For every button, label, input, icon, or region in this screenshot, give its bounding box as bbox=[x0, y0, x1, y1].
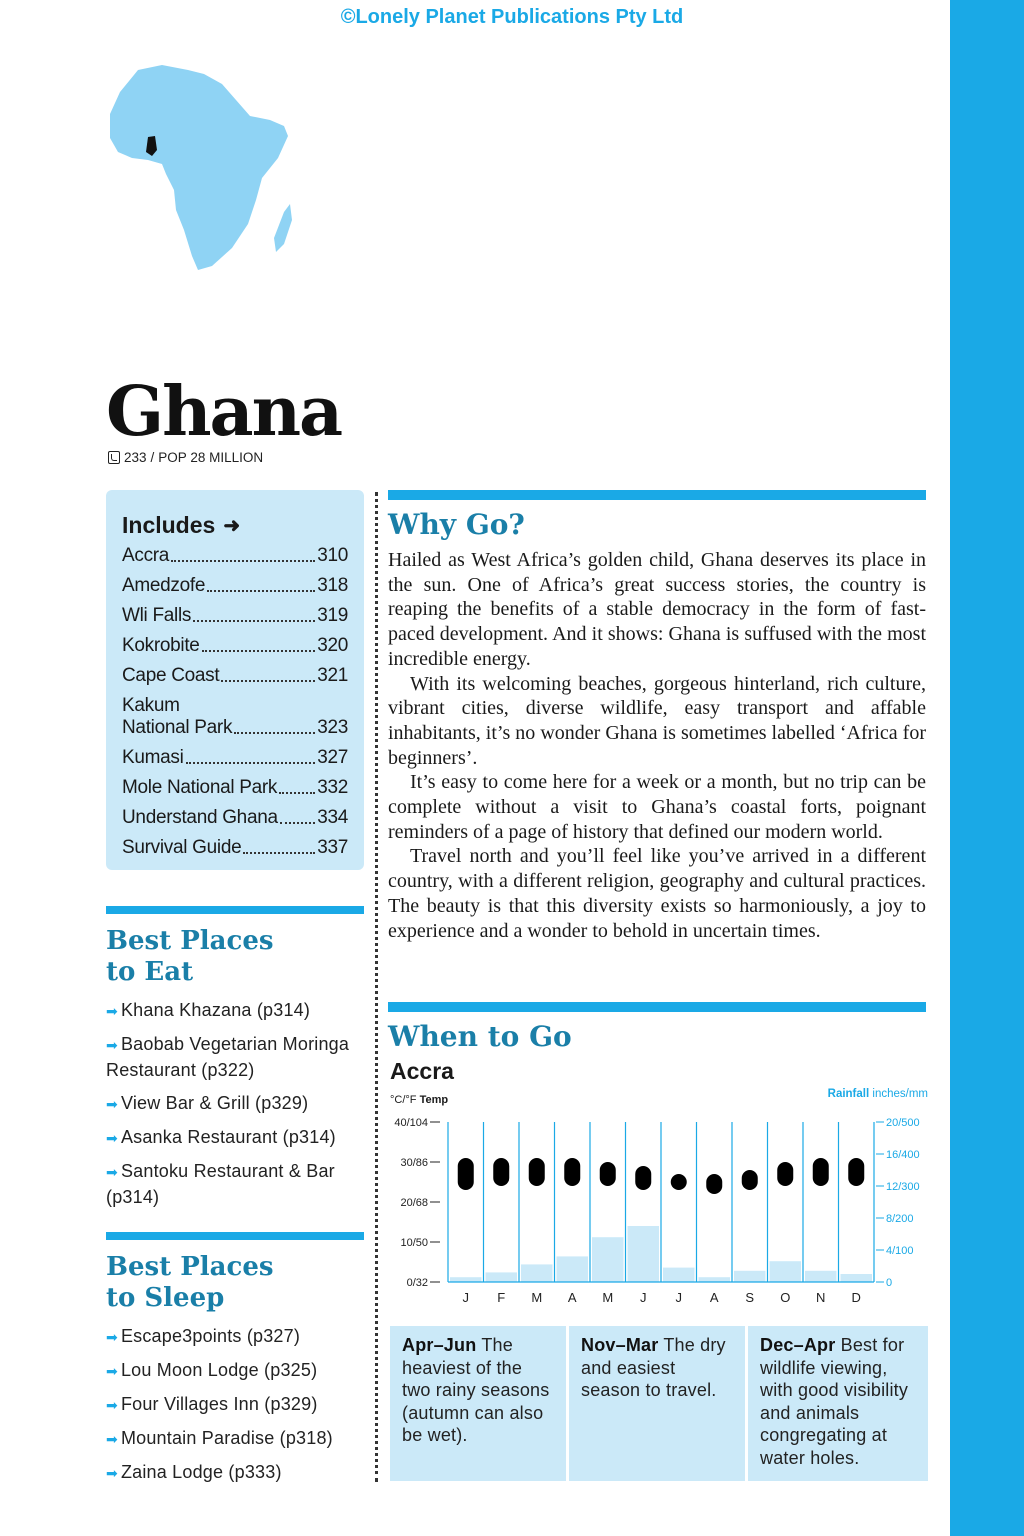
phone-code: 233 bbox=[124, 450, 147, 465]
includes-item[interactable] bbox=[122, 695, 348, 739]
best-eat-item-label: Asanka Restaurant (p314) bbox=[120, 1127, 336, 1147]
includes-item[interactable] bbox=[122, 837, 348, 859]
arrow-right-icon: ➡ bbox=[106, 1397, 118, 1413]
best-sleep-item-label: Escape3points (p327) bbox=[120, 1326, 301, 1346]
arrow-right-icon: ➡ bbox=[106, 1329, 118, 1345]
arrow-right-icon: ➜ bbox=[223, 515, 241, 537]
month-label: S bbox=[745, 1290, 755, 1305]
africa-map-icon bbox=[100, 60, 310, 280]
best-eat-item[interactable] bbox=[106, 1032, 364, 1083]
right-tick-label: 20/500 bbox=[886, 1117, 920, 1129]
best-eat-item-label: Santoku Restaurant & Bar (p314) bbox=[106, 1161, 335, 1207]
arrow-right-icon: ➡ bbox=[106, 1003, 118, 1019]
why-go-bar bbox=[388, 490, 926, 500]
best-sleep-item[interactable] bbox=[106, 1426, 364, 1452]
temp-unit: °C/°F bbox=[390, 1094, 417, 1106]
leader-dots bbox=[243, 852, 315, 854]
best-eat-item-label: Khana Khazana (p314) bbox=[120, 1000, 311, 1020]
includes-item-page: 318 bbox=[317, 575, 348, 596]
best-eat-item[interactable] bbox=[106, 1125, 364, 1151]
includes-item[interactable] bbox=[122, 545, 348, 567]
climate-city: Accra bbox=[390, 1058, 454, 1084]
includes-item[interactable] bbox=[122, 777, 348, 799]
rainfall-bar bbox=[592, 1237, 624, 1282]
best-sleep-item[interactable] bbox=[106, 1358, 364, 1384]
includes-item[interactable] bbox=[122, 665, 348, 687]
month-label: A bbox=[567, 1290, 577, 1305]
rainfall-bar bbox=[486, 1272, 518, 1282]
why-go-paragraph: Hailed as West Africa’s golden child, Ghana deserves its place in the sun. One of Africa’s great success stories, the country is reaping the benefits of a stable democracy in the form of fast-paced development. And it shows: Ghana is suffused with the most incredible energy. bbox=[388, 549, 926, 670]
column-divider bbox=[375, 492, 378, 1482]
best-sleep-item-label: Zaina Lodge (p333) bbox=[120, 1462, 282, 1482]
rainfall-bar bbox=[734, 1271, 766, 1282]
rainfall-bar bbox=[699, 1277, 731, 1282]
season-box-text: The dry and easiest season to travel. bbox=[581, 1335, 726, 1400]
population: POP 28 MILLION bbox=[158, 450, 264, 465]
rainfall-bar bbox=[805, 1271, 837, 1282]
why-go-body bbox=[388, 548, 926, 943]
season-box-heading: Apr–Jun bbox=[402, 1335, 477, 1355]
includes-item[interactable] bbox=[122, 807, 348, 829]
leader-dots bbox=[221, 680, 315, 682]
best-sleep-item[interactable] bbox=[106, 1392, 364, 1418]
month-label: M bbox=[602, 1290, 614, 1305]
leader-dots bbox=[280, 822, 315, 824]
why-go-paragraph: It’s easy to come here for a week or a month, but no trip can be complete without a visit to Ghana’s coastal forts, poignant reminders of a page of history that defined our modern world. bbox=[388, 771, 926, 843]
month-label: J bbox=[675, 1290, 682, 1305]
rainfall-bar bbox=[628, 1226, 660, 1282]
month-label: J bbox=[640, 1290, 647, 1305]
includes-item-name: Kumasi bbox=[122, 747, 184, 768]
season-box-text: The heaviest of the two rainy seasons (autumn can also be wet). bbox=[402, 1335, 550, 1445]
season-box-heading: Dec–Apr bbox=[760, 1335, 836, 1355]
rain-unit: inches/mm bbox=[872, 1088, 928, 1100]
includes-item-name: Survival Guide bbox=[122, 837, 242, 858]
includes-item-page: 323 bbox=[317, 717, 348, 738]
includes-item-page: 337 bbox=[317, 837, 348, 858]
right-tick-label: 0 bbox=[886, 1277, 893, 1289]
best-sleep-item-label: Four Villages Inn (p329) bbox=[120, 1394, 318, 1414]
rain-axis-label bbox=[828, 1088, 928, 1100]
includes-item-page: 327 bbox=[317, 747, 348, 768]
arrow-right-icon: ➡ bbox=[106, 1164, 118, 1180]
temp-axis-label bbox=[390, 1094, 448, 1106]
month-label: A bbox=[709, 1290, 719, 1305]
season-box-3 bbox=[748, 1326, 928, 1481]
best-eat-item-label: View Bar & Grill (p329) bbox=[120, 1093, 309, 1113]
best-sleep-item[interactable] bbox=[106, 1324, 364, 1350]
season-box-heading: Nov–Mar bbox=[581, 1335, 659, 1355]
season-box-1 bbox=[390, 1326, 566, 1481]
temp-range-pill bbox=[529, 1158, 545, 1186]
month-label: F bbox=[497, 1290, 506, 1305]
temp-range-pill bbox=[848, 1158, 864, 1186]
arrow-right-icon: ➡ bbox=[106, 1037, 118, 1053]
rain-word: Rainfall bbox=[827, 1088, 870, 1100]
leader-dots bbox=[202, 650, 316, 652]
includes-item-name: Kakum National Park bbox=[122, 695, 233, 738]
includes-item-name: Wli Falls bbox=[122, 605, 192, 626]
best-sleep-item-label: Lou Moon Lodge (p325) bbox=[120, 1360, 318, 1380]
rainfall-bar bbox=[841, 1274, 873, 1282]
leader-dots bbox=[279, 792, 315, 794]
right-tick-label: 12/300 bbox=[886, 1181, 920, 1193]
includes-item-page: 321 bbox=[317, 665, 348, 686]
best-eat-item[interactable] bbox=[106, 1091, 364, 1117]
page-title: Ghana bbox=[106, 372, 342, 452]
page-edge-strip bbox=[950, 0, 1024, 1536]
rainfall-bar bbox=[770, 1261, 802, 1282]
rainfall-bar bbox=[663, 1268, 695, 1282]
best-sleep-item-label: Mountain Paradise (p318) bbox=[120, 1428, 333, 1448]
when-to-go-bar bbox=[388, 1002, 926, 1012]
country-facts bbox=[108, 450, 263, 465]
includes-item-name: Amedzofe bbox=[122, 575, 206, 596]
best-eat-item[interactable] bbox=[106, 1159, 364, 1210]
temp-range-pill bbox=[493, 1158, 509, 1186]
temp-range-pill bbox=[813, 1158, 829, 1186]
month-label: O bbox=[780, 1290, 791, 1305]
arrow-right-icon: ➡ bbox=[106, 1096, 118, 1112]
includes-item[interactable] bbox=[122, 747, 348, 769]
includes-heading bbox=[122, 512, 348, 539]
climate-chart bbox=[388, 1108, 936, 1308]
left-tick-label: 10/50 bbox=[400, 1237, 428, 1249]
includes-item-page: 332 bbox=[317, 777, 348, 798]
includes-item-page: 319 bbox=[317, 605, 348, 626]
best-eat-item-label: Baobab Vegetarian Moringa Restaurant (p322) bbox=[106, 1034, 350, 1080]
rainfall-bar bbox=[557, 1256, 589, 1282]
why-go-title: Why Go? bbox=[388, 508, 525, 541]
right-tick-label: 16/400 bbox=[886, 1149, 920, 1161]
arrow-right-icon: ➡ bbox=[106, 1465, 118, 1481]
best-sleep-item[interactable] bbox=[106, 1460, 364, 1486]
month-label: N bbox=[816, 1290, 826, 1305]
leader-dots bbox=[186, 762, 316, 764]
temp-range-pill bbox=[671, 1174, 687, 1190]
month-label: J bbox=[462, 1290, 469, 1305]
season-box-2 bbox=[569, 1326, 745, 1481]
right-tick-label: 8/200 bbox=[886, 1213, 914, 1225]
leader-dots bbox=[171, 560, 315, 562]
rainfall-bar bbox=[450, 1277, 482, 1282]
includes-item-page: 310 bbox=[317, 545, 348, 566]
best-sleep-bar bbox=[106, 1232, 364, 1240]
includes-heading-text: Includes bbox=[122, 512, 216, 538]
left-tick-label: 20/68 bbox=[400, 1197, 428, 1209]
includes-box bbox=[106, 490, 364, 870]
temp-word: Temp bbox=[419, 1094, 449, 1106]
best-eat-bar bbox=[106, 906, 364, 914]
best-eat-title: Best Places to Eat bbox=[106, 926, 274, 987]
includes-item-page: 320 bbox=[317, 635, 348, 656]
leader-dots bbox=[234, 732, 315, 734]
includes-item-name: Cape Coast bbox=[122, 665, 220, 686]
phone-icon bbox=[108, 451, 120, 464]
copyright-notice: ©Lonely Planet Publications Pty Ltd bbox=[340, 6, 684, 28]
left-tick-label: 30/86 bbox=[400, 1157, 428, 1169]
month-label: D bbox=[851, 1290, 861, 1305]
includes-item[interactable] bbox=[122, 575, 348, 597]
includes-item[interactable] bbox=[122, 605, 348, 627]
includes-item-name: Understand Ghana bbox=[122, 807, 278, 828]
best-eat-item[interactable] bbox=[106, 998, 364, 1024]
includes-item-name: Kokrobite bbox=[122, 635, 200, 656]
includes-item[interactable] bbox=[122, 635, 348, 657]
best-eat-list bbox=[106, 998, 364, 1218]
best-sleep-list bbox=[106, 1324, 364, 1494]
rainfall-bar bbox=[521, 1264, 553, 1282]
leader-dots bbox=[193, 620, 315, 622]
temp-range-pill bbox=[458, 1158, 474, 1190]
arrow-right-icon: ➡ bbox=[106, 1130, 118, 1146]
best-sleep-title: Best Places to Sleep bbox=[106, 1252, 274, 1313]
when-to-go-title: When to Go bbox=[388, 1020, 572, 1053]
includes-list bbox=[122, 545, 348, 859]
season-box-text: Best for wildlife viewing, with good visibility and animals congregating at water holes. bbox=[760, 1335, 909, 1468]
why-go-paragraph: With its welcoming beaches, gorgeous hinterland, rich culture, vibrant cities, diverse wildlife, easy transport and affable inhabitants, it’s no wonder Ghana is sometimes labelled ‘Africa for beginners’. bbox=[388, 672, 926, 769]
includes-item-page: 334 bbox=[317, 807, 348, 828]
month-label: M bbox=[531, 1290, 543, 1305]
temp-range-pill bbox=[600, 1162, 616, 1186]
includes-item-name: Accra bbox=[122, 545, 170, 566]
temp-range-pill bbox=[777, 1162, 793, 1186]
separator: / bbox=[150, 450, 155, 465]
right-tick-label: 4/100 bbox=[886, 1245, 914, 1257]
temp-range-pill bbox=[635, 1166, 651, 1190]
left-tick-label: 0/32 bbox=[406, 1277, 428, 1289]
left-tick-label: 40/104 bbox=[394, 1117, 428, 1129]
why-go-paragraph: Travel north and you’ll feel like you’ve arrived in a different country, with a different religion, geography and cultural practices. The beauty is that this diversity exists so harmoniously, a joy to experience and a wonder to behold in uncertain times. bbox=[388, 845, 926, 942]
includes-item-name: Mole National Park bbox=[122, 777, 278, 798]
arrow-right-icon: ➡ bbox=[106, 1431, 118, 1447]
arrow-right-icon: ➡ bbox=[106, 1363, 118, 1379]
leader-dots bbox=[207, 590, 315, 592]
temp-range-pill bbox=[742, 1170, 758, 1190]
temp-range-pill bbox=[706, 1174, 722, 1194]
temp-range-pill bbox=[564, 1158, 580, 1186]
